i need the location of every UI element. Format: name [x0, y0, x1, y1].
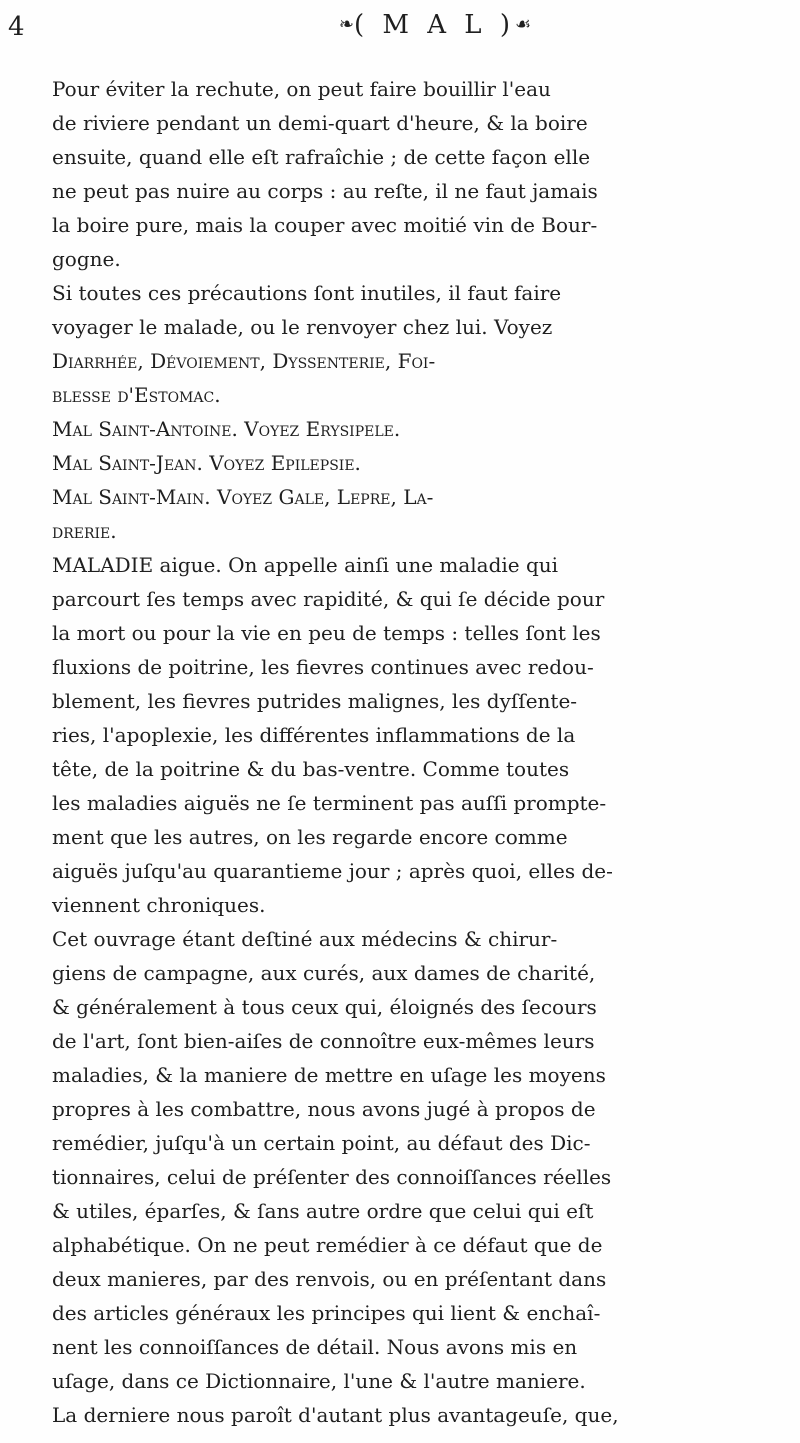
- text-line: deux manieres, par des renvois, ou en préſentant dans: [52, 1267, 607, 1291]
- text-line: Si toutes ces précautions ſont inutiles, il faut faire: [52, 281, 562, 305]
- text-line: MALADIE aigue. On appelle ainſi une maladie qui: [52, 553, 559, 577]
- text-line: ne peut pas nuire au corps : au reſte, il ne faut jamais: [52, 179, 598, 203]
- text-line: La derniere nous paroît d'autant plus avantageuſe, que,: [52, 1403, 619, 1427]
- text-line: les maladies aiguës ne ſe terminent pas auſſi prompte-: [52, 791, 607, 815]
- text-line: fluxions de poitrine, les fievres continues avec redou-: [52, 655, 594, 679]
- text-line: alphabétique. On ne peut remédier à ce défaut que de: [52, 1233, 603, 1257]
- page-number: 4: [8, 12, 25, 42]
- text-line: uſage, dans ce Dictionnaire, l'une & l'autre maniere.: [52, 1369, 586, 1393]
- text-line: ries, l'apoplexie, les différentes inflammations de la: [52, 723, 576, 747]
- text-line: remédier, juſqu'à un certain point, au défaut des Dic-: [52, 1131, 591, 1155]
- text-line: blesse d'Estomac.: [52, 383, 221, 407]
- text-line: Pour éviter la rechute, on peut faire bouillir l'eau: [52, 77, 551, 101]
- text-line: des articles généraux les principes qui lient & enchaî-: [52, 1301, 601, 1325]
- text-line: ensuite, quand elle eſt rafraîchie ; de cette façon elle: [52, 145, 591, 169]
- text-line: parcourt ſes temps avec rapidité, & qui ſe décide pour: [52, 587, 605, 611]
- text-line: Mal Saint-Main. Voyez Gale, Lepre, La-: [52, 485, 434, 509]
- text-line: la mort ou pour la vie en peu de temps : telles ſont les: [52, 621, 601, 645]
- text-line: blement, les fievres putrides malignes, les dyſſente-: [52, 689, 578, 713]
- text-line: aiguës juſqu'au quarantieme jour ; après quoi, elles de-: [52, 859, 613, 883]
- text-line: la boire pure, mais la couper avec moitié vin de Bour-: [52, 213, 598, 237]
- text-line: maladies, & la maniere de mettre en uſage les moyens: [52, 1063, 606, 1087]
- text-line: giens de campagne, aux curés, aux dames de charité,: [52, 961, 596, 985]
- text-line: tionnaires, celui de préſenter des connoiſſances réelles: [52, 1165, 612, 1189]
- left-ornament-icon: ❧: [338, 14, 354, 35]
- text-line: drerie.: [52, 519, 117, 543]
- running-head-title: ( M A L ): [353, 10, 515, 40]
- text-line: gogne.: [52, 247, 121, 271]
- text-line: propres à les combattre, nous avons jugé à propos de: [52, 1097, 596, 1121]
- text-line: nent les connoiſſances de détail. Nous avons mis en: [52, 1335, 578, 1359]
- text-line: Mal Saint-Jean. Voyez Epilepsie.: [52, 451, 361, 475]
- text-line: Diarrhée, Dévoiement, Dyssenterie, Foi-: [52, 349, 436, 373]
- page-header: [0, 6, 800, 46]
- text-line: de l'art, ſont bien-aiſes de connoître eux-mêmes leurs: [52, 1029, 595, 1053]
- text-line: Cet ouvrage étant deſtiné aux médecins & chirur-: [52, 927, 558, 951]
- text-line: tête, de la poitrine & du bas-ventre. Comme toutes: [52, 757, 570, 781]
- text-line: Mal Saint-Antoine. Voyez Erysipele.: [52, 417, 401, 441]
- right-ornament-icon: ☙: [514, 14, 532, 35]
- text-line: viennent chroniques.: [52, 893, 266, 917]
- running-head: [270, 12, 600, 38]
- text-line: voyager le malade, ou le renvoyer chez lui. Voyez: [52, 315, 553, 339]
- text-line: & utiles, éparſes, & ſans autre ordre que celui qui eſt: [52, 1199, 594, 1223]
- text-line: de riviere pendant un demi-quart d'heure, & la boire: [52, 111, 588, 135]
- text-line: ment que les autres, on les regarde encore comme: [52, 825, 568, 849]
- text-line: & généralement à tous ceux qui, éloignés des ſecours: [52, 995, 597, 1019]
